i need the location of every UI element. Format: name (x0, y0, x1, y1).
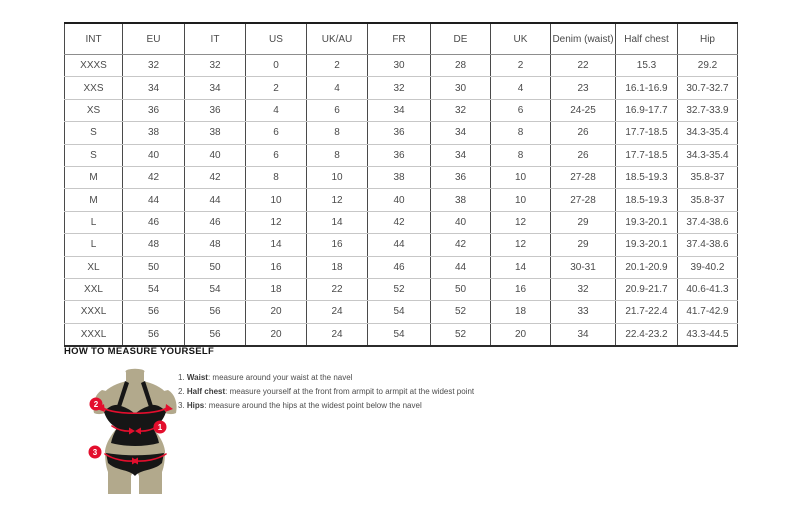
size-cell: 4 (307, 77, 368, 99)
size-cell: S (65, 144, 123, 166)
size-cell: 27-28 (551, 166, 616, 188)
size-cell: 50 (431, 278, 491, 300)
size-cell: 20 (246, 301, 307, 323)
size-cell: 38 (185, 122, 246, 144)
size-cell: 30.7-32.7 (678, 77, 738, 99)
size-cell: 6 (246, 122, 307, 144)
size-cell: 2 (307, 55, 368, 77)
measure-step-2: 2. Half chest: measure yourself at the front from armpit to armpit at the widest point (178, 387, 475, 396)
size-cell: 32 (185, 55, 246, 77)
size-row (65, 211, 738, 233)
size-cell: 48 (123, 234, 185, 256)
size-cell: 35.8-37 (678, 166, 738, 188)
size-cell: 52 (431, 323, 491, 346)
size-cell: 6 (491, 99, 551, 121)
size-cell: 37.4-38.6 (678, 234, 738, 256)
size-cell: XXS (65, 77, 123, 99)
size-cell: 44 (185, 189, 246, 211)
size-cell: 32 (368, 77, 431, 99)
size-cell: 2 (491, 55, 551, 77)
size-cell: 38 (368, 166, 431, 188)
size-cell: 32.7-33.9 (678, 99, 738, 121)
size-cell: 18.5-19.3 (616, 166, 678, 188)
measure-step-1: 1. Waist: measure around your waist at the navel (178, 373, 353, 382)
size-cell: 16 (246, 256, 307, 278)
size-row (65, 256, 738, 278)
size-cell: 28 (431, 55, 491, 77)
size-cell: 52 (368, 278, 431, 300)
size-cell: M (65, 166, 123, 188)
size-cell: L (65, 234, 123, 256)
mannequin-figure-svg (80, 368, 190, 502)
size-cell: 34.3-35.4 (678, 122, 738, 144)
size-cell: 56 (123, 323, 185, 346)
size-cell: 36 (368, 122, 431, 144)
size-cell: 4 (246, 99, 307, 121)
size-cell: 18 (246, 278, 307, 300)
size-cell: 38 (123, 122, 185, 144)
size-cell: 20 (491, 323, 551, 346)
size-cell: 32 (551, 278, 616, 300)
size-cell: 40 (123, 144, 185, 166)
size-cell: 12 (491, 234, 551, 256)
size-cell: 16.1-16.9 (616, 77, 678, 99)
size-cell: 8 (491, 122, 551, 144)
size-cell: 12 (246, 211, 307, 233)
col-header-eu: EU (123, 23, 185, 55)
size-cell: 54 (368, 301, 431, 323)
chest-badge-number: 2 (93, 400, 99, 409)
size-cell: 14 (307, 211, 368, 233)
size-cell: 30 (368, 55, 431, 77)
size-cell: 40 (431, 211, 491, 233)
size-cell: 29.2 (678, 55, 738, 77)
size-cell: 12 (307, 189, 368, 211)
size-cell: 10 (491, 166, 551, 188)
size-cell: 17.7-18.5 (616, 122, 678, 144)
size-cell: 36 (185, 99, 246, 121)
col-header-denim-waist-: Denim (waist) (551, 23, 616, 55)
size-cell: XXL (65, 278, 123, 300)
size-cell: 39-40.2 (678, 256, 738, 278)
size-cell: 14 (246, 234, 307, 256)
size-row (65, 77, 738, 99)
size-cell: 29 (551, 211, 616, 233)
size-cell: 23 (551, 77, 616, 99)
size-cell: 8 (307, 122, 368, 144)
size-row (65, 99, 738, 121)
size-cell: 42 (368, 211, 431, 233)
col-header-half-chest: Half chest (616, 23, 678, 55)
size-cell: 16.9-17.7 (616, 99, 678, 121)
size-cell: 33 (551, 301, 616, 323)
size-cell: 20 (246, 323, 307, 346)
size-cell: 36 (123, 99, 185, 121)
size-cell: 34 (551, 323, 616, 346)
size-cell: 32 (123, 55, 185, 77)
size-cell: 22 (551, 55, 616, 77)
col-header-fr: FR (368, 23, 431, 55)
size-cell: 56 (123, 301, 185, 323)
size-cell: 16 (307, 234, 368, 256)
size-cell: 18 (307, 256, 368, 278)
size-cell: 41.7-42.9 (678, 301, 738, 323)
col-header-de: DE (431, 23, 491, 55)
col-header-hip: Hip (678, 23, 738, 55)
size-cell: 46 (123, 211, 185, 233)
size-cell: 17.7-18.5 (616, 144, 678, 166)
size-cell: 27-28 (551, 189, 616, 211)
size-cell: 24 (307, 301, 368, 323)
size-cell: 26 (551, 144, 616, 166)
size-chart-body (65, 55, 738, 347)
size-cell: 26 (551, 122, 616, 144)
size-cell: 40 (368, 189, 431, 211)
size-cell: S (65, 122, 123, 144)
col-header-us: US (246, 23, 307, 55)
size-cell: 40 (185, 144, 246, 166)
size-cell: 38 (431, 189, 491, 211)
size-row (65, 323, 738, 346)
col-header-uk-au: UK/AU (307, 23, 368, 55)
size-cell: XXXS (65, 55, 123, 77)
size-chart-header-row (65, 23, 738, 55)
size-cell: XXXL (65, 301, 123, 323)
size-cell: 21.7-22.4 (616, 301, 678, 323)
size-cell: 20.1-20.9 (616, 256, 678, 278)
size-row (65, 189, 738, 211)
size-cell: 36 (368, 144, 431, 166)
size-cell: 40.6-41.3 (678, 278, 738, 300)
size-cell: 6 (246, 144, 307, 166)
size-cell: 46 (368, 256, 431, 278)
measure-step-3: 3. Hips: measure around the hips at the widest point below the navel (178, 401, 422, 410)
col-header-uk: UK (491, 23, 551, 55)
size-cell: 42 (431, 234, 491, 256)
size-cell: 32 (431, 99, 491, 121)
size-cell: 54 (123, 278, 185, 300)
size-cell: 14 (491, 256, 551, 278)
size-cell: 19.3-20.1 (616, 234, 678, 256)
size-cell: 15.3 (616, 55, 678, 77)
waist-badge-number: 1 (157, 423, 163, 432)
size-cell: 10 (246, 189, 307, 211)
size-cell: 20.9-21.7 (616, 278, 678, 300)
size-cell: 34 (431, 122, 491, 144)
col-header-it: IT (185, 23, 246, 55)
size-cell: 44 (368, 234, 431, 256)
size-cell: 18.5-19.3 (616, 189, 678, 211)
size-cell: 54 (368, 323, 431, 346)
size-cell: M (65, 189, 123, 211)
hips-badge-number: 3 (92, 448, 98, 457)
size-cell: 50 (123, 256, 185, 278)
size-cell: 36 (431, 166, 491, 188)
measure-steps (178, 371, 474, 413)
size-cell: XXXL (65, 323, 123, 346)
size-cell: 8 (307, 144, 368, 166)
size-cell: 34.3-35.4 (678, 144, 738, 166)
size-cell: 35.8-37 (678, 189, 738, 211)
col-header-int: INT (65, 23, 123, 55)
size-cell: 46 (185, 211, 246, 233)
mannequin-illustration (80, 368, 190, 502)
size-cell: L (65, 211, 123, 233)
size-cell: 44 (123, 189, 185, 211)
size-cell: 44 (431, 256, 491, 278)
size-cell: 29 (551, 234, 616, 256)
measure-section-heading: HOW TO MEASURE YOURSELF (64, 346, 215, 357)
size-cell: 43.3-44.5 (678, 323, 738, 346)
size-cell: 6 (307, 99, 368, 121)
size-cell: 34 (368, 99, 431, 121)
size-chart-table (64, 22, 738, 347)
size-row (65, 122, 738, 144)
size-cell: 4 (491, 77, 551, 99)
size-cell: 24 (307, 323, 368, 346)
size-cell: 34 (431, 144, 491, 166)
size-cell: 37.4-38.6 (678, 211, 738, 233)
size-cell: 19.3-20.1 (616, 211, 678, 233)
size-cell: 56 (185, 301, 246, 323)
size-row (65, 55, 738, 77)
size-cell: 30 (431, 77, 491, 99)
size-cell: 16 (491, 278, 551, 300)
size-cell: 30-31 (551, 256, 616, 278)
size-cell: 8 (246, 166, 307, 188)
size-cell: 48 (185, 234, 246, 256)
size-cell: 24-25 (551, 99, 616, 121)
size-cell: 18 (491, 301, 551, 323)
size-cell: 34 (123, 77, 185, 99)
size-cell: 34 (185, 77, 246, 99)
size-cell: 0 (246, 55, 307, 77)
size-cell: 12 (491, 211, 551, 233)
size-cell: 52 (431, 301, 491, 323)
size-cell: 2 (246, 77, 307, 99)
size-cell: 10 (307, 166, 368, 188)
size-cell: XS (65, 99, 123, 121)
size-row (65, 278, 738, 300)
size-cell: 42 (185, 166, 246, 188)
size-cell: 56 (185, 323, 246, 346)
size-cell: 50 (185, 256, 246, 278)
size-cell: 42 (123, 166, 185, 188)
size-cell: 22.4-23.2 (616, 323, 678, 346)
size-row (65, 234, 738, 256)
size-cell: 22 (307, 278, 368, 300)
size-row (65, 301, 738, 323)
size-cell: XL (65, 256, 123, 278)
size-cell: 54 (185, 278, 246, 300)
size-cell: 8 (491, 144, 551, 166)
size-row (65, 166, 738, 188)
size-row (65, 144, 738, 166)
size-cell: 10 (491, 189, 551, 211)
